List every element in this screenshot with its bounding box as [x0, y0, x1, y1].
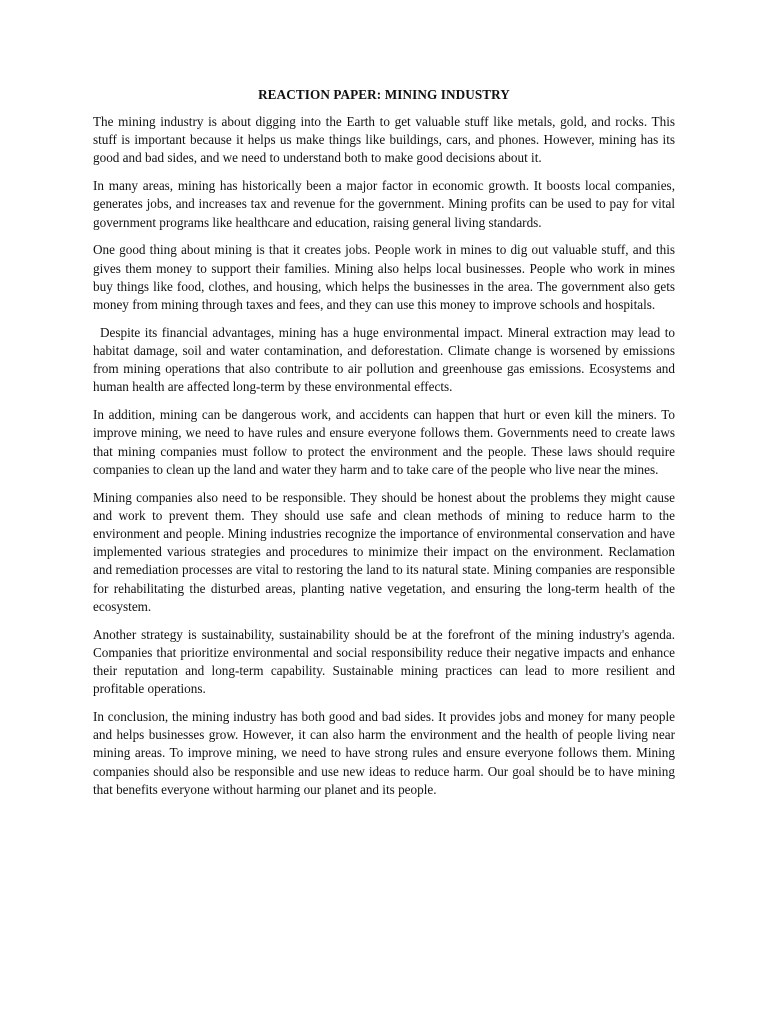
paragraph-safety-and-laws: In addition, mining can be dangerous work, and accidents can happen that hurt or even kill the miners. To improve mining, we need to have rules and ensure everyone follows them. Governments need to create laws that mining companies must follow to protect the environment and the people. These laws should require companies to clean up the land and water they harm and to take care of the people who live near the mines.: [93, 407, 675, 477]
document-title: REACTION PAPER: MINING INDUSTRY: [258, 87, 510, 102]
paragraph-company-responsibility: Mining companies also need to be responsible. They should be honest about the problems they might cause and work to prevent them. They should use safe and clean methods of mining to reduce harm to the environment and people. Mining industries recognize the importance of environmental conservation and have implemented various strategies and procedures to minimize their impact on the environment. Reclamation and remediation processes are vital to restoring the land to its natural state. Mining companies are responsible for rehabilitating the disturbed areas, planting native vegetation, and ensuring the long-term health of the ecosystem.: [93, 489, 675, 614]
paragraph-economic-growth: In many areas, mining has historically been a major factor in economic growth. It boosts local companies, generates jobs, and increases tax and revenue for the government. Mining profits can be used to pay for vital government programs like healthcare and education, raising general living standards.: [93, 178, 675, 230]
paragraph-environmental-impact: Despite its financial advantages, mining has a huge environmental impact. Mineral extraction may lead to habitat damage, soil and water contamination, and deforestation. Climate change is worsened by emissions from mining operations that also contribute to air pollution and greenhouse gas emissions. Ecosystems and human health are affected long-term by these environmental effects.: [93, 324, 675, 395]
paragraph-sustainability: Another strategy is sustainability, sustainability should be at the forefront of the mining industry's agenda. Companies that prioritize environmental and social responsibility reduce their negative impacts and enhance their reputation and long-term capability. Sustainable mining practices can lead to more resilient and profitable operations.: [93, 626, 675, 697]
document-page: [93, 86, 675, 809]
paragraph-jobs: One good thing about mining is that it creates jobs. People work in mines to dig out valuable stuff, and this gives them money to support their families. Mining also helps local businesses. People who work in mines buy things like food, clothes, and housing, which helps the businesses in the area. The government also gets money from mining through taxes and fees, and they can use this money to improve schools and hospitals.: [93, 242, 675, 313]
paragraph-conclusion: In conclusion, the mining industry has both good and bad sides. It provides jobs and money for many people and helps businesses grow. However, it can also harm the environment and the health of people living near mining areas. To improve mining, we need to have strong rules and ensure everyone follows them. Mining companies should also be responsible and use new ideas to reduce harm. Our goal should be to have mining that benefits everyone without harming our planet and its people.: [93, 709, 675, 797]
paragraph-introduction: The mining industry is about digging into the Earth to get valuable stuff like metals, gold, and rocks. This stuff is important because it helps us make things like buildings, cars, and phones. However, mining has its good and bad sides, and we need to understand both to make good decisions about it.: [93, 114, 675, 166]
